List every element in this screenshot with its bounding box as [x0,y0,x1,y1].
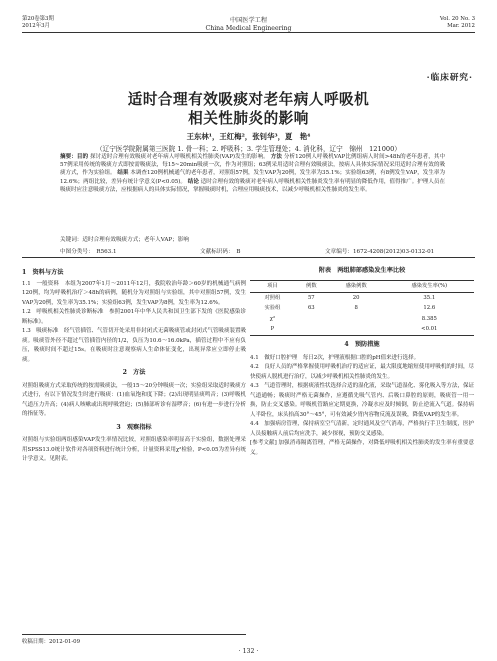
document-code: 文献标识码： B [200,249,241,255]
title-line-1: 适时合理有效吸痰对老年病人呼吸机 [127,91,370,108]
header-center [22,17,475,32]
comparison-table [250,280,474,337]
table-cell: P [250,325,295,336]
table-row [250,325,474,336]
para-4-4: 4.4 加强病房管理，保持病室空气清新，定时通风及空气消毒，严格执行手卫生制度，医护人员接触病人前后均应洗手，减少探视，预防交叉感染。 [250,421,474,437]
result-text: 本调查120例机械通气的老年患者，对照组57例，发生VAP为20例，发生率为35.1%；实验组63例，有8例发生VAP，发生率为12.6%；两组比较，差异有统计学意义(P<0.05)。 [60,170,446,185]
heading-observation: 3 观察指标 [116,423,152,431]
table-header-row [250,280,474,293]
para-4-1: 4.1 做好口腔护理 每日2次，护理液根据口腔的pH值来进行选择。 [250,354,420,361]
header-rule [22,32,475,33]
table-cell: <0.01 [385,325,474,336]
table-header-cell: 感染发生率(%) [385,280,474,293]
abstract-label: 摘要： [60,154,77,160]
purpose-label: 目的 [76,154,89,160]
header-right [440,16,475,30]
table-cell [328,325,385,336]
table-cell [295,314,328,325]
date-en: Mar. 2012 [447,23,475,29]
volume-cn: 第20卷第3期 [22,16,54,22]
table-cell: 8.385 [421,315,437,322]
authors: 王东林¹，王红梅²，张钊华³，夏 艳⁴ [186,132,311,141]
method-label: 方法 [270,154,283,160]
article-number: 文章编号：1672-4208(2012)03-0132-01 [325,249,435,255]
date-cn: 2012年3月 [22,23,50,29]
left-column [22,266,246,465]
method-text: 分析120例人呼吸机VAP比例组病人时间>48h的老年患者，其中57例采用传统的吸痰方式即按需吸痰法，每15~20min吸痰一次，作为对照组；63例采用适时合理有效吸痰法，按病人具体实际情况采用适时合理有效的吸痰方式，作为实验组。 [60,154,446,177]
journal-name-cn: 中国医学工程 [229,17,268,24]
table-cell: 对照组 [264,294,281,301]
para-4-2: 4.2 良好人员的严格掌握使用呼吸机治疗的适应证，最大限度地缩短使用呼吸机的时间，尽快使病人脱机进行治疗，以减少呼吸机相关性肺炎的发生。 [250,364,474,380]
abstract [60,153,445,194]
para-1-2: 1.2 呼吸机相关性肺炎诊断标准 参照2001年中华人民共和国卫生部下发的《医院感染诊断标准》。 [22,309,246,325]
received-date: 收稿日期：2012-01-09 [22,634,246,645]
table-header-cell: 例数 [295,280,328,293]
journal-name-en: China Medical Engineering [205,24,292,32]
table-header-cell: 项目 [250,280,295,293]
affiliation: （辽宁医学院附属第三医院 1. 骨一科；2. 呼吸科；3. 学生管理处；4. 消化科，辽宁 锦州 121000） [96,145,401,153]
table-cell: 实验组 [264,305,281,311]
title-line-2: 相关性肺炎的影响 [188,110,309,127]
table-caption: 附表 两组肺部感染发生率比较 [318,267,406,274]
table-cell: 12.6 [423,305,436,311]
table-row [250,314,474,325]
conclusion-label: 结论 [187,178,199,185]
table-header-cell: 感染例数 [328,280,385,293]
para-2-1: 对照组吸痰方式采取传统的按需吸痰法，一般15～20分钟吸痰一次；实验组采取适时吸痰方式进行，有以下情况发生时进行吸痰：(1)血氧饱和度下降；(2)出现明显痰鸣音；(3)呼吸机气道压力升高；(4)病人咳嗽或出现呼吸窘迫；(5)肺部听诊有湿啰音；(6)有进一步进行分析的指征等。 [22,382,246,417]
para-1-3: 1.3 吸痰标准 经气管插管、气管切开处采用非封闭式无菌吸痰管或封闭式气管吸痰装置吸痰。吸痰管外径不超过气管插管内径的1/2，负压为10.6～16.0kPa，插管过程中不应有负压，吸痰时间不超过15s。在吸痰时注意观察病人生命体征变化，出现异常应立即停止吸痰。 [22,328,246,363]
conclusion-text: 适时合理有效的吸痰对老年病人呼吸机相关性肺炎发生率有明显的降低作用，值得推广。护理人员在吸痰时应注意吸痰方法，应根据病人的具体实际情况，掌握吸痰时机，合理应用吸痰技术，以减少呼吸机相关性肺炎的发生率。 [60,178,446,193]
table-cell: 35.1 [423,294,436,301]
abstract-rule [22,257,475,258]
volume-en: Vol. 20 No. 3 [439,16,475,22]
para-1-1: 1.1 一般资料 本组为2007年1月～2011年12月，我院收治年龄＞60岁的机械通气病例120例，均为呼吸机治疗＞48h的病例，随机分为对照组与实验组，其中对照组57例，发生VAP为20例，发生率为35.1%；实验组63例，发生VAP为8例，发生率为12.6%。 [22,280,246,306]
page-number: · 132 · [238,648,259,655]
heading-materials: 1 资料与方法 [22,269,64,276]
right-column [250,266,474,458]
para-reference: [参考文献] 加强消毒隔离管理，严格无菌操作，对降低呼吸机相关性肺炎的发生率有重要意义。 [250,440,474,456]
clc-code: 中图分类号： R563.1 [60,249,117,255]
table-cell [328,314,385,325]
running-header [22,8,475,38]
purpose-text: 探讨适时合理有效吸痰对老年病人呼吸机相关性肺炎(VAP)发生的影响。 [90,154,269,160]
heading-prevention: 4 预防措施 [344,341,380,348]
article-title [0,90,497,128]
section-label: ·临床研究· [426,73,473,83]
keywords: 关键词：适时合理有效吸痰方式；老年人VAP；影响 [60,237,189,243]
table-cell: 20 [352,294,360,301]
result-label: 结果 [117,170,129,177]
table-row [250,304,474,315]
para-4-3: 4.3 气道管理时，根据痰液性状选择合适的湿化液，采取气道湿化、雾化吸入等方法，保证气道通畅；吸痰时严格无菌操作，应遵循先吸气管内、后吸口鼻腔的原则，吸痰管一用一换，防止交叉感染。呼吸机管路应定期更换，冷凝水应及时倾倒，防止逆流入气道。保持病人半卧位，床头抬高30°～45°，可有效减少胃内容物反流及误吸，降低VAP的发生率。 [250,383,474,418]
para-3-1: 对照组与实验组两组感染VAP发生率情况比较，对照组感染率明显高于实验组，数据处理采用SPSS13.0统计软件对各项资料进行统计分析，计量资料采用χ²检验，P<0.05为差异有统计学意义。见附表。 [22,437,246,462]
table-row [250,293,474,304]
heading-methods: 2 方法 [122,369,146,376]
table-cell: χ² [269,315,276,322]
table-cell: 63 [307,305,315,311]
table-cell [295,325,328,336]
table-cell: 57 [307,294,315,301]
table-cell: 8 [354,305,358,311]
